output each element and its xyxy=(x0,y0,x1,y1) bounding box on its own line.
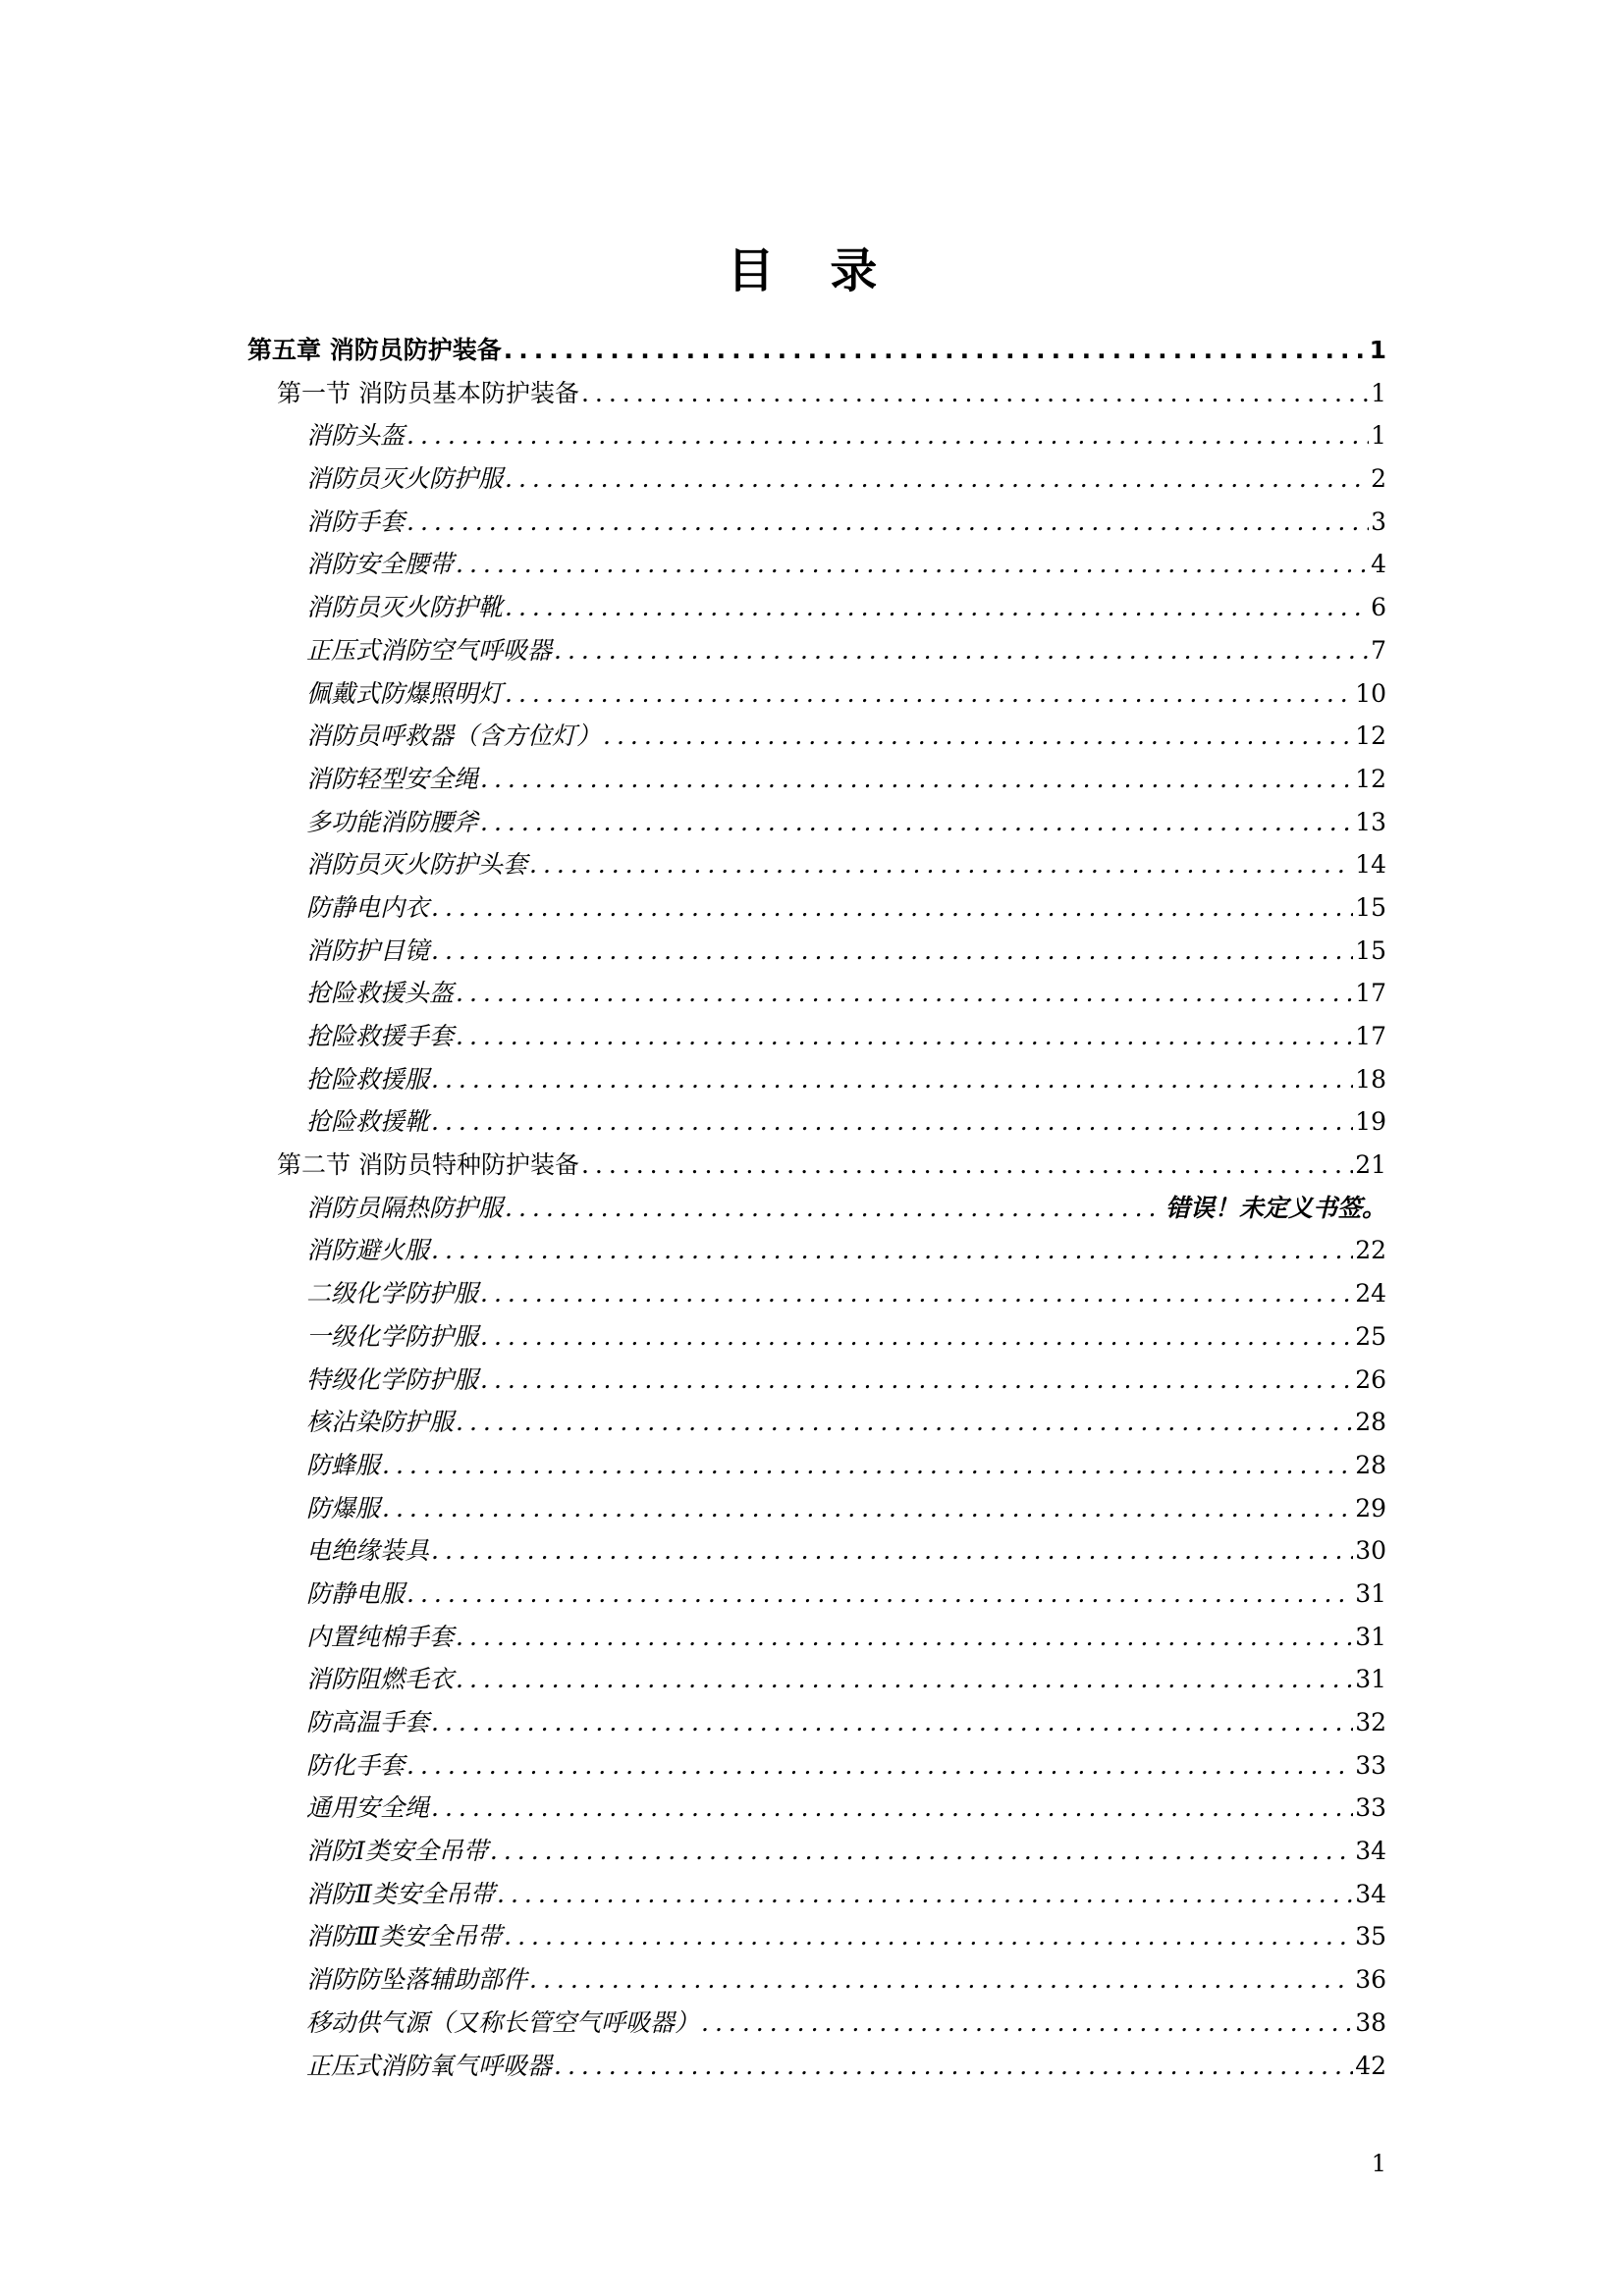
toc-entry-item[interactable] xyxy=(247,974,1386,1017)
dot-leader xyxy=(581,379,1369,407)
dot-leader xyxy=(505,593,1369,621)
toc-entry-label: 消防Ⅲ类安全吊带 xyxy=(306,1922,503,1951)
toc-entry-item[interactable] xyxy=(247,1832,1386,1875)
dot-leader xyxy=(431,1793,1353,1822)
toc-entry-label: 消防员隔热防护服 xyxy=(306,1193,504,1222)
toc-entry-section[interactable] xyxy=(247,374,1386,417)
toc-entry-page-number: 4 xyxy=(1371,550,1386,579)
dot-leader xyxy=(554,2052,1353,2080)
toc-entry-label: 防爆服 xyxy=(306,1493,381,1522)
toc-entry-page-number: 14 xyxy=(1355,850,1386,880)
toc-entry-page-number: 17 xyxy=(1355,979,1386,1008)
dot-leader xyxy=(480,808,1353,836)
dot-leader xyxy=(480,1365,1353,1394)
toc-entry-page-number: 34 xyxy=(1355,1837,1386,1866)
toc-entry-page-number: 31 xyxy=(1355,1578,1386,1608)
toc-entry-item[interactable] xyxy=(247,1489,1386,1532)
toc-entry-page-number: 19 xyxy=(1355,1107,1386,1137)
toc-entry-page-number: 21 xyxy=(1355,1150,1386,1180)
toc-entry-page-number: 17 xyxy=(1355,1022,1386,1050)
toc-entry-label: 消防护目镜 xyxy=(306,935,430,965)
toc-entry-page-number: 7 xyxy=(1371,635,1386,665)
toc-entry-item[interactable] xyxy=(247,1274,1386,1317)
toc-entry-page-number: 13 xyxy=(1355,807,1386,836)
toc-entry-label: 移动供气源（又称长管空气呼吸器） xyxy=(306,2007,700,2037)
toc-entry-label: 佩戴式防爆照明灯 xyxy=(306,678,504,708)
toc-entry-item[interactable] xyxy=(247,888,1386,932)
toc-entry-label: 消防避火服 xyxy=(306,1236,430,1265)
toc-entry-label: 消防防坠落辅助部件 xyxy=(306,1965,528,1995)
toc-entry-page-number: 1 xyxy=(1371,378,1386,407)
toc-entry-page-number: 33 xyxy=(1355,1750,1386,1780)
dot-leader xyxy=(480,1279,1353,1308)
dot-leader xyxy=(505,464,1369,493)
dot-leader xyxy=(431,893,1353,922)
toc-entry-page-number: 33 xyxy=(1355,1793,1386,1823)
toc-entry-label: 第五章 消防员防护装备 xyxy=(247,336,502,364)
toc-entry-page-number: 42 xyxy=(1355,2051,1386,2080)
toc-entry-label: 消防Ⅰ类安全吊带 xyxy=(306,1837,488,1866)
toc-entry-page-number: 6 xyxy=(1371,593,1386,622)
dot-leader xyxy=(554,636,1369,665)
dot-leader xyxy=(529,850,1353,879)
dot-leader xyxy=(431,1065,1353,1094)
toc-entry-label: 消防手套 xyxy=(306,507,406,536)
toc-entry-label: 防蜂服 xyxy=(306,1450,381,1479)
toc-entry-label: 消防员呼救器（含方位灯） xyxy=(306,721,602,751)
toc-entry-label: 抢险救援靴 xyxy=(306,1107,430,1137)
toc-entry-item[interactable] xyxy=(247,1618,1386,1661)
toc-entry-item[interactable] xyxy=(247,2003,1386,2047)
toc-entry-item[interactable] xyxy=(247,1575,1386,1618)
toc-entry-page-number: 36 xyxy=(1355,1965,1386,1995)
toc-entry-label: 消防员灭火防护服 xyxy=(306,464,504,494)
dot-leader xyxy=(382,1451,1353,1479)
toc-entry-item[interactable] xyxy=(247,2047,1386,2090)
dot-leader xyxy=(504,1922,1353,1950)
toc-entry-item[interactable] xyxy=(247,803,1386,846)
toc-entry-page-number: 32 xyxy=(1355,1708,1386,1736)
toc-entry-label: 正压式消防氧气呼吸器 xyxy=(306,2051,553,2080)
toc-entry-label: 消防员灭火防护头套 xyxy=(306,850,528,880)
toc-entry-label: 二级化学防护服 xyxy=(306,1279,479,1308)
toc-entry-label: 消防阻燃毛衣 xyxy=(306,1665,455,1694)
dot-leader xyxy=(505,679,1353,708)
toc-entry-item[interactable] xyxy=(247,1875,1386,1918)
toc-entry-item[interactable] xyxy=(247,1017,1386,1060)
toc-entry-page-number: 26 xyxy=(1355,1364,1386,1394)
toc-entry-page-number: 18 xyxy=(1355,1064,1386,1094)
toc-entry-item[interactable] xyxy=(247,1403,1386,1446)
dot-leader xyxy=(480,765,1353,793)
toc-entry-item[interactable] xyxy=(247,1446,1386,1489)
toc-entry-item[interactable] xyxy=(247,1789,1386,1832)
toc-entry-item[interactable] xyxy=(247,545,1386,588)
dot-leader xyxy=(431,1107,1353,1136)
dot-leader xyxy=(701,2008,1353,2037)
toc-entry-page-number: 38 xyxy=(1355,2007,1386,2037)
toc-entry-item[interactable] xyxy=(247,1231,1386,1274)
toc-entry-page-number: 25 xyxy=(1355,1321,1386,1351)
toc-entry-page-number: 29 xyxy=(1355,1493,1386,1522)
toc-entry-label: 多功能消防腰斧 xyxy=(306,807,479,836)
toc-entry-label: 特级化学防护服 xyxy=(306,1364,479,1394)
dot-leader xyxy=(480,1322,1353,1351)
toc-entry-page-number: 12 xyxy=(1355,764,1386,793)
toc-entry-label: 内置纯棉手套 xyxy=(306,1622,455,1651)
dot-leader xyxy=(603,721,1353,750)
dot-leader xyxy=(406,421,1369,450)
dot-leader xyxy=(382,1494,1353,1522)
toc-entry-item[interactable] xyxy=(247,503,1386,546)
toc-entry-item[interactable] xyxy=(247,1660,1386,1703)
toc-entry-item[interactable] xyxy=(247,1317,1386,1361)
toc-entry-item[interactable] xyxy=(247,1361,1386,1404)
dot-leader xyxy=(431,1236,1353,1264)
dot-leader xyxy=(529,1965,1353,1994)
toc-entry-label: 消防轻型安全绳 xyxy=(306,764,479,793)
dot-leader xyxy=(456,1022,1353,1050)
toc-entry-item[interactable] xyxy=(247,932,1386,975)
toc-entry-label: 一级化学防护服 xyxy=(306,1321,479,1351)
toc-entry-item[interactable] xyxy=(247,760,1386,803)
page-number: 1 xyxy=(1371,2150,1386,2177)
dot-leader xyxy=(456,979,1353,1007)
toc-entry-label: 抢险救援手套 xyxy=(306,1022,455,1050)
toc-entry-label: 消防Ⅱ类安全吊带 xyxy=(306,1879,495,1908)
dot-leader xyxy=(504,336,1368,364)
dot-leader xyxy=(431,1536,1353,1565)
toc-entry-item[interactable] xyxy=(247,674,1386,718)
toc-entry-item[interactable] xyxy=(247,1746,1386,1789)
toc-entry-page-number: 22 xyxy=(1355,1236,1386,1265)
toc-entry-item[interactable] xyxy=(247,1960,1386,2003)
dot-leader xyxy=(406,507,1369,536)
toc-entry-page-number: 28 xyxy=(1355,1450,1386,1479)
dot-leader xyxy=(406,1579,1353,1608)
toc-entry-item[interactable] xyxy=(247,1060,1386,1103)
dot-leader xyxy=(497,1880,1353,1908)
toc-entry-label: 消防安全腰带 xyxy=(306,550,455,579)
toc-entry-page-number: 12 xyxy=(1355,721,1386,751)
toc-entry-item[interactable] xyxy=(247,1189,1386,1232)
toc-entry-page-number: 34 xyxy=(1355,1879,1386,1908)
toc-entry-item[interactable] xyxy=(247,845,1386,888)
toc-entry-label: 消防员灭火防护靴 xyxy=(306,593,504,622)
dot-leader xyxy=(431,1708,1353,1736)
dot-leader xyxy=(431,936,1353,965)
toc-entry-page-number: 1 xyxy=(1371,421,1386,451)
toc-entry-page-number: 15 xyxy=(1355,892,1386,922)
dot-leader xyxy=(456,1623,1353,1651)
toc-entry-label: 核沾染防护服 xyxy=(306,1408,455,1437)
toc-entry-chapter[interactable] xyxy=(247,331,1386,374)
toc-entry-page-number: 31 xyxy=(1355,1622,1386,1651)
toc-entry-item[interactable] xyxy=(247,1531,1386,1575)
toc-entry-item[interactable] xyxy=(247,416,1386,459)
toc-entry-label: 电绝缘装具 xyxy=(306,1536,430,1566)
dot-leader xyxy=(490,1837,1353,1865)
toc-entry-label: 第一节 消防员基本防护装备 xyxy=(277,378,579,407)
toc-entry-label: 抢险救援头盔 xyxy=(306,979,455,1008)
toc-entry-label: 防静电服 xyxy=(306,1578,406,1608)
toc-entry-page-number: 28 xyxy=(1355,1408,1386,1437)
dot-leader xyxy=(456,1408,1353,1436)
dot-leader xyxy=(406,1751,1353,1780)
toc-entry-page-number: 35 xyxy=(1355,1922,1386,1951)
toc-entry-label: 防化手套 xyxy=(306,1750,406,1780)
dot-leader xyxy=(581,1150,1353,1179)
dot-leader xyxy=(456,550,1369,578)
toc-entry-item[interactable] xyxy=(247,717,1386,760)
dot-leader xyxy=(456,1665,1353,1693)
toc-entry-item[interactable] xyxy=(247,588,1386,631)
toc-entry-page-number: 31 xyxy=(1355,1665,1386,1694)
toc-entry-item[interactable] xyxy=(247,1102,1386,1146)
toc-entry-label: 第二节 消防员特种防护装备 xyxy=(277,1150,579,1180)
toc-entry-item[interactable] xyxy=(247,1917,1386,1960)
toc-entry-label: 防高温手套 xyxy=(306,1708,430,1736)
dot-leader xyxy=(505,1194,1164,1222)
toc-entry-page-number: 3 xyxy=(1371,507,1386,536)
toc-entry-label: 正压式消防空气呼吸器 xyxy=(306,635,553,665)
toc-entry-page-number: 1 xyxy=(1369,336,1386,364)
toc-entry-page-number: 10 xyxy=(1355,678,1386,708)
toc-entry-item[interactable] xyxy=(247,1703,1386,1746)
toc-entry-label: 防静电内衣 xyxy=(306,892,430,922)
table-of-contents xyxy=(247,331,1386,2089)
toc-entry-label: 抢险救援服 xyxy=(306,1064,430,1094)
toc-entry-page-number: 2 xyxy=(1371,464,1386,494)
toc-entry-page-number: 15 xyxy=(1355,935,1386,965)
toc-entry-label: 通用安全绳 xyxy=(306,1793,430,1823)
toc-entry-section[interactable] xyxy=(247,1146,1386,1189)
toc-entry-page-number: 错误！未定义书签。 xyxy=(1164,1193,1386,1222)
toc-entry-page-number: 30 xyxy=(1355,1536,1386,1566)
toc-entry-item[interactable] xyxy=(247,459,1386,503)
toc-entry-item[interactable] xyxy=(247,631,1386,674)
page-title: 目 录 xyxy=(727,243,897,298)
toc-entry-label: 消防头盔 xyxy=(306,421,406,451)
toc-entry-page-number: 24 xyxy=(1355,1279,1386,1308)
